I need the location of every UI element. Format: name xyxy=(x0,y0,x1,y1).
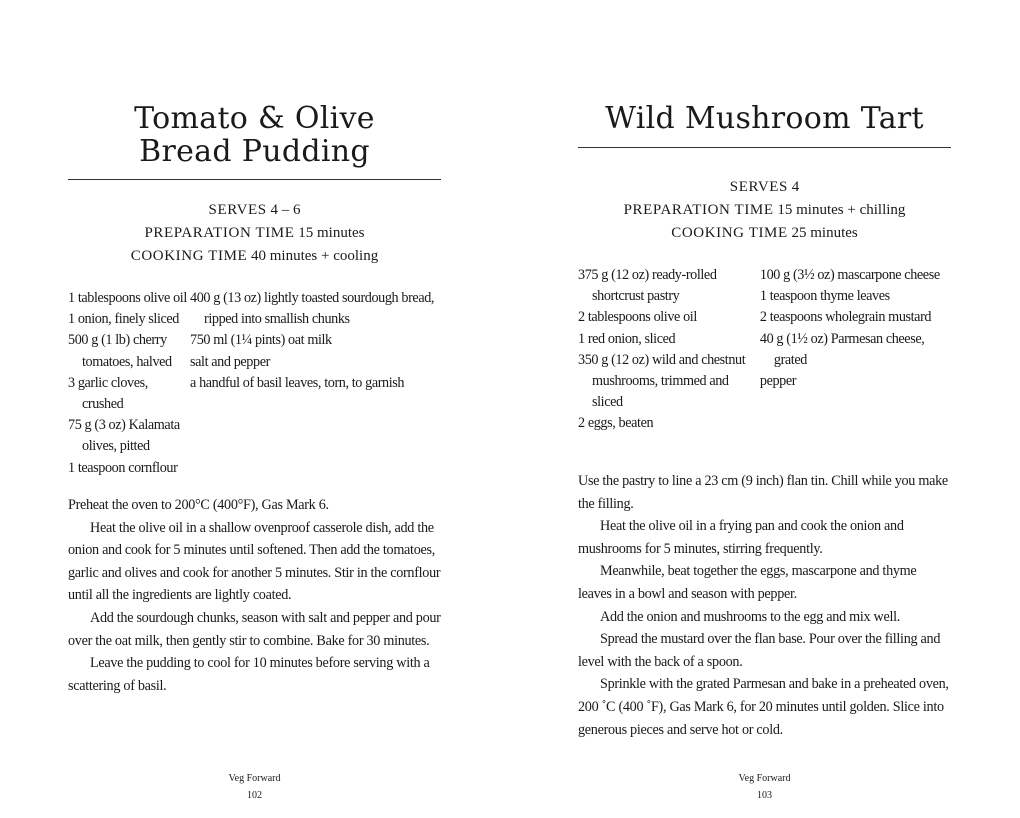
prep-time-label: PREPARATION TIME xyxy=(144,225,295,241)
ingredient-item: 2 teaspoons wholegrain mustard xyxy=(759,309,932,326)
ingredients-column-1 xyxy=(578,265,760,435)
prep-time-value: 15 minutes + chilling xyxy=(773,202,906,218)
page-number: 103 xyxy=(757,790,772,801)
ingredient-item: 40 g (1½ oz) Parmesan cheese, grated xyxy=(759,330,925,368)
prep-time-value: 15 minutes xyxy=(294,225,365,241)
method-step: Heat the olive oil in a shallow ovenproof casserole dish, add the onion and cook for 5 minutes until softened. Then add the tomatoes, garlic and olives and cook for another 5 minutes. Stir in the cornflour until all the ingredients are lightly coated. xyxy=(68,519,441,604)
ingredient-item: 100 g (3½ oz) mascarpone cheese xyxy=(759,267,940,283)
page-footer xyxy=(68,770,441,804)
footer-book-title: Veg Forward xyxy=(738,773,791,784)
method-step: Leave the pudding to cool for 10 minutes before serving with a scattering of basil. xyxy=(68,655,430,694)
recipe-title: Wild Mushroom Tart xyxy=(605,101,924,136)
serves-label: SERVES xyxy=(208,202,267,218)
prep-time-line xyxy=(578,199,951,222)
cooking-time-value: 40 minutes + cooling xyxy=(247,248,379,264)
method xyxy=(578,470,951,741)
right-page xyxy=(578,0,951,818)
ingredients-column-1 xyxy=(68,288,190,479)
serves-label: SERVES xyxy=(729,179,788,195)
ingredient-item: 350 g (12 oz) wild and chestnut mushrooms, trimmed and sliced xyxy=(578,351,746,411)
footer-book-title: Veg Forward xyxy=(228,773,281,784)
ingredient-item: 1 red onion, sliced xyxy=(578,330,676,347)
prep-time-label: PREPARATION TIME xyxy=(623,202,774,218)
ingredients-column-2 xyxy=(190,288,441,479)
ingredient-item: 1 teaspoon cornflour xyxy=(68,459,178,476)
ingredient-item: a handful of basil leaves, torn, to garnish xyxy=(190,374,405,391)
method-step: Add the onion and mushrooms to the egg and mix well. xyxy=(600,608,901,625)
ingredient-item: 75 g (3 oz) Kalamata olives, pitted xyxy=(68,417,180,455)
serves-line xyxy=(68,199,441,222)
method xyxy=(68,494,441,697)
method-step: Meanwhile, beat together the eggs, mascarpone and thyme leaves in a bowl and season with pepper. xyxy=(578,563,917,602)
ingredient-item: 1 teaspoon thyme leaves xyxy=(759,288,890,305)
cooking-time-line xyxy=(68,245,441,268)
title-line-1: Tomato & Olive xyxy=(134,101,375,136)
ingredient-item: 1 tablespoons olive oil xyxy=(68,290,187,306)
title-line-2: Bread Pudding xyxy=(139,134,370,169)
ingredient-item: 500 g (1 lb) cherry tomatoes, halved xyxy=(68,332,172,370)
cooking-time-label: COOKING TIME xyxy=(130,248,248,264)
ingredient-item: 750 ml (1¼ pints) oat milk xyxy=(190,332,332,349)
method-step: Use the pastry to line a 23 cm (9 inch) flan tin. Chill while you make the filling. xyxy=(578,473,948,512)
ingredient-item: 400 g (13 oz) lightly toasted sourdough bread, ripped into smallish chunks xyxy=(190,290,435,328)
cooking-time-value: 25 minutes xyxy=(787,225,858,241)
title-divider xyxy=(578,147,951,148)
recipe-title xyxy=(68,102,441,168)
serves-value: 4 xyxy=(788,179,800,195)
ingredient-item: 3 garlic cloves, crushed xyxy=(68,374,148,413)
page-footer xyxy=(578,770,951,804)
prep-time-line xyxy=(68,222,441,245)
ingredient-item: 1 onion, finely sliced xyxy=(68,311,179,328)
ingredients-column-2 xyxy=(760,265,951,435)
cooking-time-label: COOKING TIME xyxy=(671,225,788,241)
ingredient-item: pepper xyxy=(759,373,797,390)
serves-line xyxy=(578,176,951,199)
serves-value: 4 – 6 xyxy=(266,202,301,218)
method-step: Preheat the oven to 200°C (400°F), Gas Mark 6. xyxy=(68,497,329,513)
recipe-meta xyxy=(578,176,951,245)
method-step: Spread the mustard over the flan base. Pour over the filling and level with the back of a spoon. xyxy=(578,631,941,670)
ingredient-item: 2 eggs, beaten xyxy=(578,415,654,432)
recipe-meta xyxy=(68,199,441,268)
method-step: Sprinkle with the grated Parmesan and bake in a preheated oven, 200 ˚C (400 ˚F), Gas Mark 6, for 20 minutes until golden. Slice into generous pieces and serve hot or cold. xyxy=(578,676,949,738)
ingredients xyxy=(578,265,951,435)
left-page xyxy=(68,0,441,818)
method-step: Heat the olive oil in a frying pan and cook the onion and mushrooms for 5 minutes, stirring frequently. xyxy=(578,518,904,557)
ingredient-item: 375 g (12 oz) ready-rolled shortcrust pastry xyxy=(578,267,717,305)
title-divider xyxy=(68,179,441,180)
ingredient-item: salt and pepper xyxy=(190,353,270,370)
cooking-time-line xyxy=(578,222,951,245)
ingredient-item: 2 tablespoons olive oil xyxy=(578,309,697,326)
method-step: Add the sourdough chunks, season with salt and pepper and pour over the oat milk, then gently stir to combine. Bake for 30 minutes. xyxy=(68,609,441,649)
ingredients xyxy=(68,288,441,479)
page-number: 102 xyxy=(247,790,262,801)
